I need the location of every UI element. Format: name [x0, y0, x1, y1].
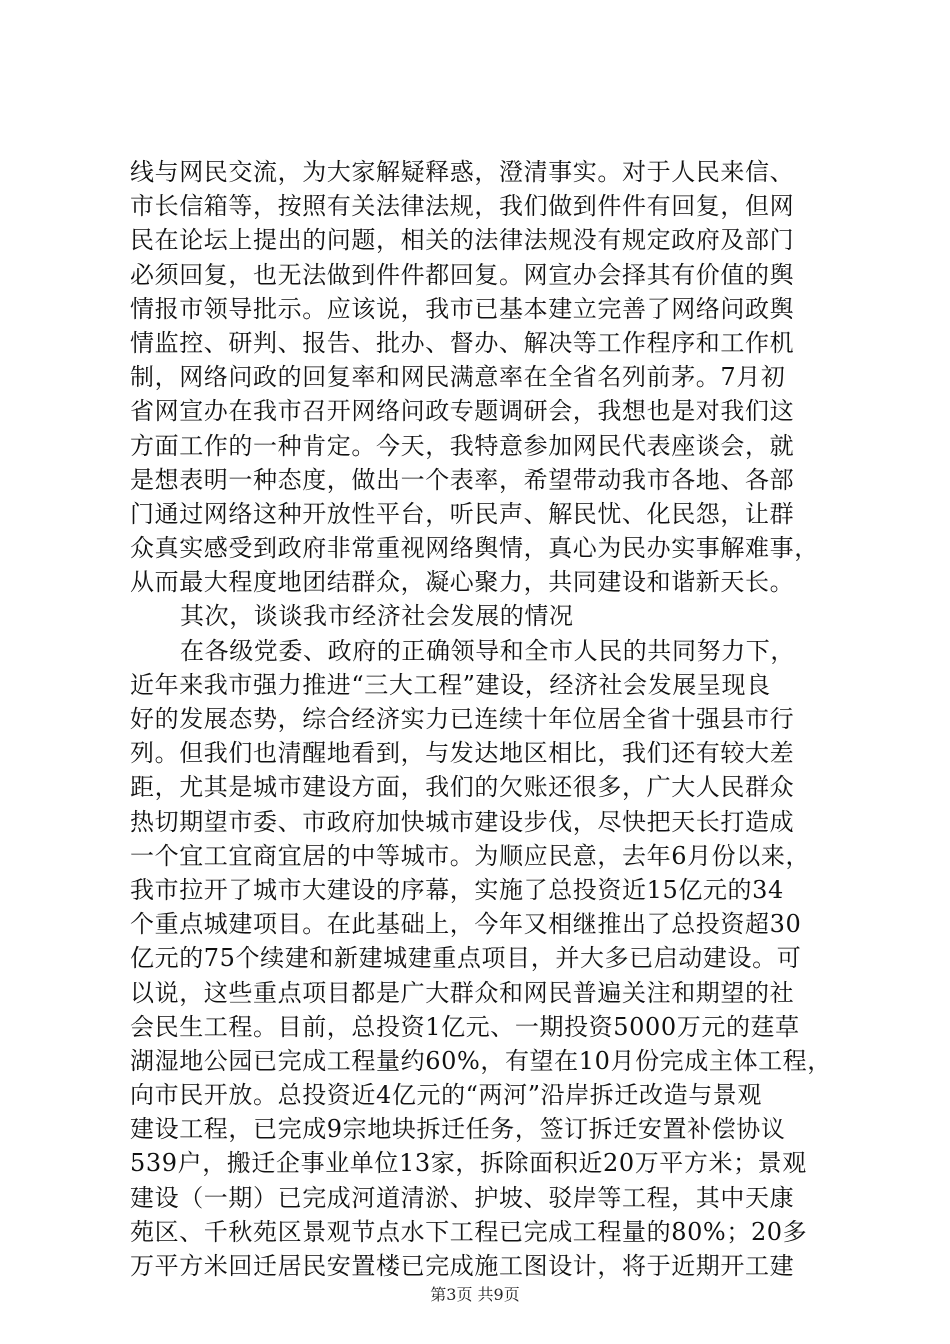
- text-line: 以说，这些重点项目都是广大群众和网民普遍关注和期望的社: [130, 978, 795, 1007]
- text-line: 向市民开放。总投资近4亿元的“两河”沿岸拆迁改造与景观: [130, 1081, 763, 1110]
- text-line: 民在论坛上提出的问题，相关的法律法规没有规定政府及部门: [130, 226, 795, 255]
- text-line: 建设工程，已完成9宗地块拆迁任务，签订拆迁安置补偿协议: [130, 1115, 786, 1144]
- text-line: 会民生工程。目前，总投资1亿元、一期投资5000万元的莛草: [130, 1012, 800, 1041]
- text-line: 距，尤其是城市建设方面，我们的欠账还很多，广大人民群众: [130, 773, 795, 802]
- text-line: 一个宜工宜商宜居的中等城市。为顺应民意，去年6月份以来，: [130, 841, 811, 870]
- text-line: 情监控、研判、报告、批办、督办、解决等工作程序和工作机: [130, 328, 795, 357]
- text-line: 是想表明一种态度，做出一个表率，希望带动我市各地、各部: [130, 465, 795, 494]
- text-line: 必须回复，也无法做到件件都回复。网宣办会择其有价值的舆: [130, 260, 795, 289]
- text-line: 从而最大程度地团结群众，凝心聚力，共同建设和谐新天长。: [130, 568, 795, 597]
- text-line: 制，网络问政的回复率和网民满意率在全省名列前茅。7月初: [130, 363, 786, 392]
- text-line: 539户，搬迁企事业单位13家，拆除面积近20万平方米；景观: [130, 1149, 807, 1178]
- text-line: 列。但我们也清醒地看到，与发达地区相比，我们还有较大差: [130, 739, 795, 768]
- document-body: [130, 155, 830, 1283]
- text-line: 门通过网络这种开放性平台，听民声、解民忧、化民怨，让群: [130, 499, 795, 528]
- page-number-footer: 第3页 共9页: [430, 1285, 520, 1304]
- text-line: 个重点城建项目。在此基础上，今年又相继推出了总投资超30: [130, 910, 802, 939]
- text-line: 苑区、千秋苑区景观节点水下工程已完成工程量的80%；20多: [130, 1217, 808, 1246]
- text-line: 湖湿地公园已完成工程量约60%，有望在10月份完成主体工程，: [130, 1046, 832, 1075]
- text-line: 线与网民交流，为大家解疑释惑，澄清事实。对于人民来信、: [130, 158, 795, 186]
- text-line: 市长信箱等，按照有关法律法规，我们做到件件有回复，但网: [130, 192, 795, 221]
- text-line: 情报市领导批示。应该说，我市已基本建立完善了网络问政舆: [130, 294, 795, 323]
- text-line: 我市拉开了城市大建设的序幕，实施了总投资近15亿元的34: [130, 875, 784, 904]
- text-line: 热切期望市委、市政府加快城市建设步伐，尽快把天长打造成: [130, 807, 795, 836]
- text-line: 省网宣办在我市召开网络问政专题调研会，我想也是对我们这: [130, 397, 795, 426]
- text-line: 万平方米回迁居民安置楼已完成施工图设计，将于近期开工建: [130, 1252, 795, 1280]
- paragraph-start-line: 在各级党委、政府的正确领导和全市人民的共同努力下，: [180, 636, 795, 665]
- text-line: 好的发展态势，综合经济实力已连续十年位居全省十强县市行: [130, 705, 795, 733]
- text-line: 方面工作的一种肯定。今天，我特意参加网民代表座谈会，就: [130, 431, 795, 460]
- text-line: 近年来我市强力推进“三大工程”建设，经济社会发展呈现良: [130, 670, 771, 699]
- section-heading: 其次，谈谈我市经济社会发展的情况: [180, 602, 574, 631]
- text-line: 亿元的75个续建和新建城建重点项目，并大多已启动建设。可: [130, 944, 802, 973]
- text-line: 建设（一期）已完成河道清淤、护坡、驳岸等工程，其中天康: [130, 1183, 795, 1212]
- text-line: 众真实感受到政府非常重视网络舆情，真心为民办实事解难事，: [130, 534, 819, 563]
